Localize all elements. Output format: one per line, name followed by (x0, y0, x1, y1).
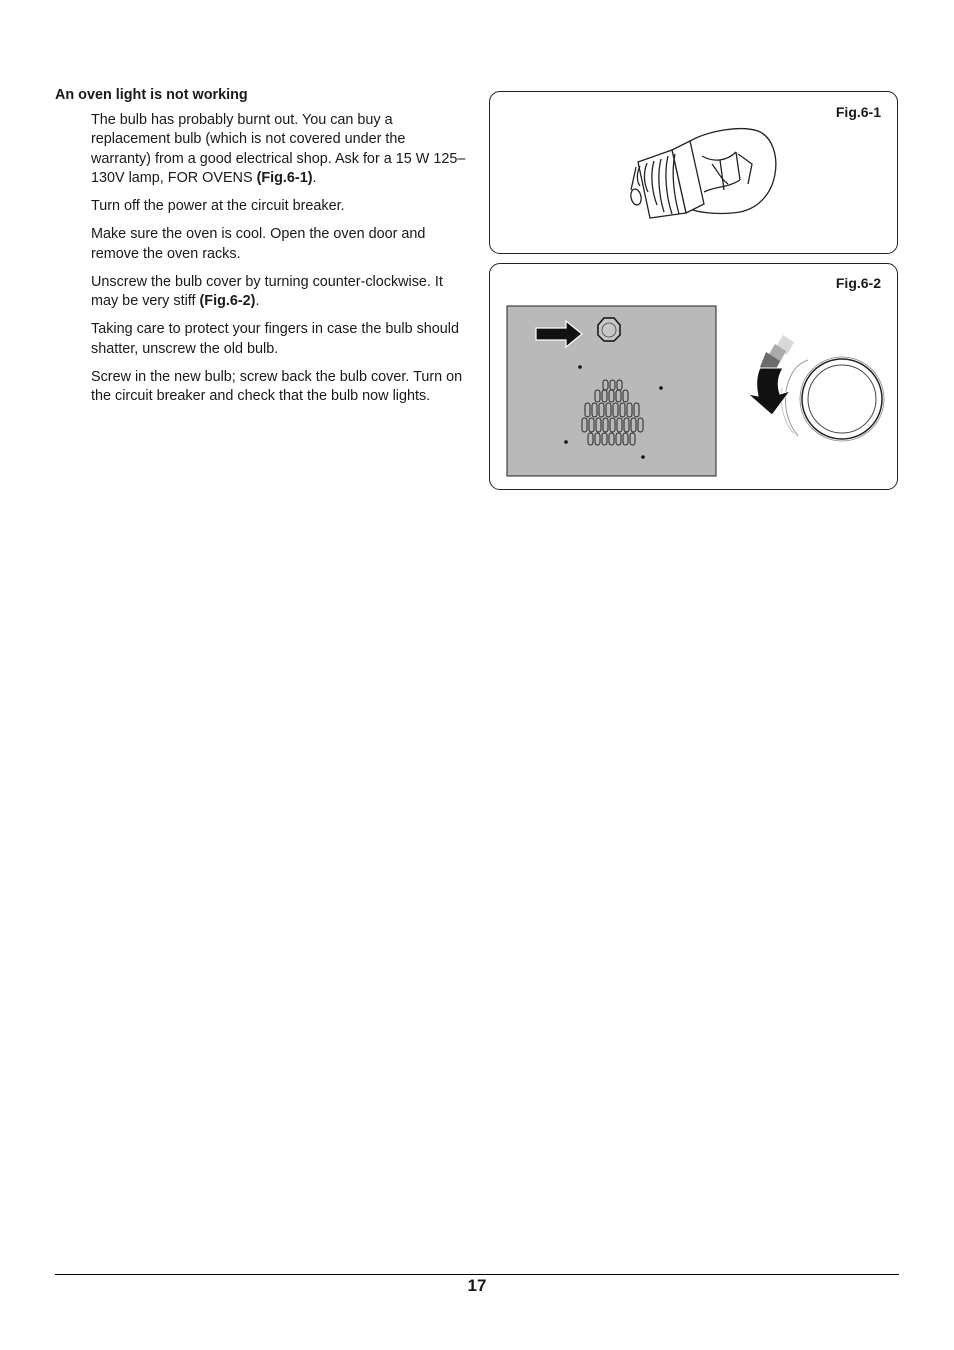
paragraph-text: Screw in the new bulb; screw back the bulb cover. Turn on the circuit breaker and check that the bulb now lights. (91, 368, 463, 405)
paragraph-end: . (255, 293, 260, 310)
paragraph-text: Unscrew the bulb cover by turning counter-clockwise. It may be very stiff (91, 273, 443, 310)
figure-label: Fig.6-1 (835, 104, 881, 120)
paragraph (91, 225, 469, 264)
bulb-cover-illustration (490, 264, 899, 491)
footer-divider (55, 1274, 899, 1275)
figure-reference: (Fig.6-1) (256, 170, 313, 187)
paragraph (91, 320, 469, 359)
paragraph-text: Taking care to protect your fingers in case the bulb should shatter, unscrew the old bulb. (91, 321, 459, 357)
page-number: 17 (467, 1276, 487, 1295)
paragraph (91, 368, 469, 407)
figure-6-1 (489, 91, 898, 254)
paragraph (91, 197, 469, 216)
paragraph-end: . (312, 170, 317, 187)
paragraph-text: The bulb has probably burnt out. You can buy a replacement bulb (which is not covered under the warranty) from a good electrical shop. Ask for a 15 W 125–130V lamp, FOR OVENS (91, 112, 466, 187)
paragraph (91, 111, 469, 189)
paragraph (91, 273, 469, 312)
section-heading: An oven light is not working (55, 87, 248, 103)
instructions (91, 111, 469, 415)
paragraph-text: Make sure the oven is cool. Open the oven door and remove the oven racks. (91, 226, 426, 262)
figure-label: Fig.6-2 (835, 275, 881, 291)
paragraph-text: Turn off the power at the circuit breaker. (91, 198, 345, 215)
figure-reference: (Fig.6-2) (199, 293, 256, 310)
figure-6-2 (489, 263, 898, 490)
